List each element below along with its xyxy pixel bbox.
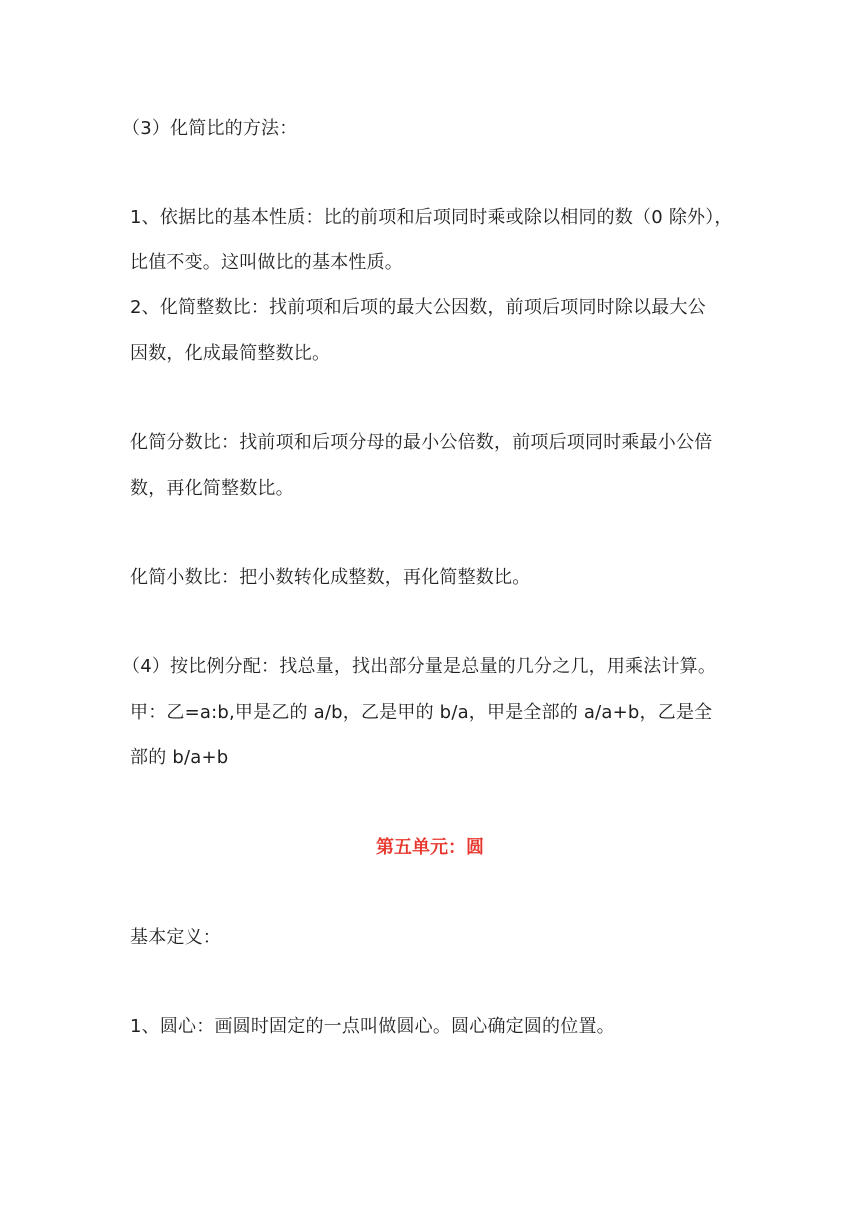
paragraph-line: 数，再化简整数比。 xyxy=(130,478,294,499)
paragraph-line: 因数，化成最简整数比。 xyxy=(130,343,331,364)
paragraph-line: 甲：乙=a:b,甲是乙的 a/b，乙是甲的 b/a，甲是全部的 a/a+b，乙是全 xyxy=(130,702,713,723)
section-4-heading: （4）按比例分配：找总量，找出部分量是总量的几分之几，用乘法计算。 xyxy=(122,656,717,677)
unit-heading: 第五单元：圆 xyxy=(376,837,484,858)
paragraph-line: 1、圆心：画圆时固定的一点叫做圆心。圆心确定圆的位置。 xyxy=(130,1016,615,1037)
paragraph-line: 化简分数比：找前项和后项分母的最小公倍数，前项后项同时乘最小公倍 xyxy=(130,432,713,453)
paragraph-line: 2、化简整数比：找前项和后项的最大公因数，前项后项同时除以最大公 xyxy=(130,297,706,318)
paragraph-line: 比值不变。这叫做比的基本性质。 xyxy=(130,252,403,273)
section-3-heading: （3）化简比的方法： xyxy=(122,118,298,139)
paragraph-line: 1、依据比的基本性质：比的前项和后项同时乘或除以相同的数（0 除外）， xyxy=(130,207,733,228)
paragraph-line: 化简小数比：把小数转化成整数，再化简整数比。 xyxy=(130,567,531,588)
paragraph-line: 基本定义： xyxy=(130,927,221,948)
paragraph-line: 部的 b/a+b xyxy=(130,747,229,768)
